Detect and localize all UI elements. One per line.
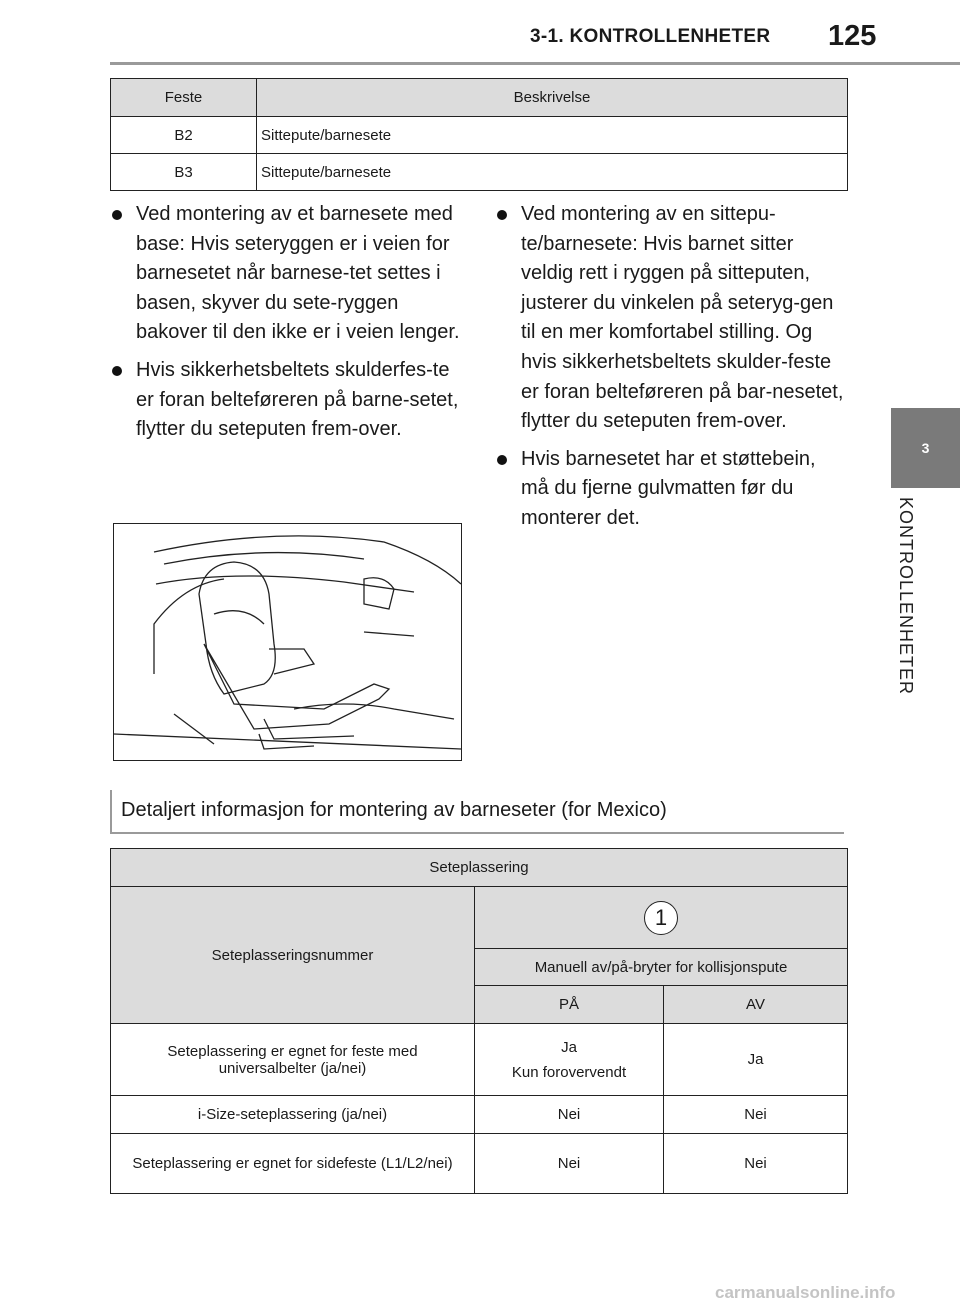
table-cell: B2 xyxy=(111,117,257,154)
table-header-feste: Feste xyxy=(111,79,257,117)
header-rule xyxy=(110,62,960,65)
row-value-on-main: Ja xyxy=(561,1038,577,1056)
table-row xyxy=(111,1024,848,1096)
watermark-text: carmanualsonline.info xyxy=(715,1283,896,1302)
table-cell: B3 xyxy=(111,154,257,191)
chapter-tab: 3 xyxy=(891,408,960,488)
list-item: Hvis barnesetet har et støttebein, må du fjerne gulvmatten før du monterer det. xyxy=(495,445,847,534)
row-value-off: Nei xyxy=(664,1096,848,1134)
row-label: i-Size-seteplassering (ja/nei) xyxy=(111,1096,475,1134)
chapter-label: KONTROLLENHETER xyxy=(896,497,916,696)
list-item: Ved montering av en sittepu-te/barnesete: Hvis barnet sitter veldig rett i ryggen på sitteputen, justerer du vinkelen på seteryg-gen til en mer komfortabel stilling. Og hvis sikkerhetsbeltets skulder-feste er foran belteføreren på bar-nesetet, flytter du seteputen frem-over. xyxy=(495,200,847,437)
airbag-on-label: PÅ xyxy=(475,986,664,1024)
row-value-off: Nei xyxy=(664,1134,848,1194)
table-row xyxy=(111,1134,848,1194)
row-value-on: Nei xyxy=(475,1134,664,1194)
airbag-switch-label: Manuell av/på-bryter for kollisjonspute xyxy=(475,949,848,986)
page-number: 125 xyxy=(828,20,877,52)
list-item: Ved montering av et barnesete med base: Hvis seteryggen er i veien for barnesetet når barnese-tet settes i basen, skyver du sete-ryggen bakover til den ikke er i veien lenger. xyxy=(110,200,466,348)
row-value-on: Nei xyxy=(475,1096,664,1134)
table-row xyxy=(111,117,848,154)
table-row xyxy=(111,154,848,191)
seat-number-label: Seteplasseringsnummer xyxy=(111,887,475,1024)
row-value-on-note: Kun forovervendt xyxy=(511,1063,627,1081)
anchor-table xyxy=(110,78,848,191)
section-heading-text: Detaljert informasjon for montering av barneseter (for Mexico) xyxy=(121,799,667,821)
right-bullet-list xyxy=(495,200,847,542)
car-interior-drawing xyxy=(114,524,461,760)
section-heading xyxy=(110,790,844,834)
table-header-beskrivelse: Beskrivelse xyxy=(257,79,848,117)
table-cell: Sittepute/barnesete xyxy=(257,154,848,191)
list-item: Hvis sikkerhetsbeltets skulderfes-te er foran belteføreren på barne-setet, flytter du seteputen frem-over. xyxy=(110,356,466,445)
seat-number-cell xyxy=(475,887,848,949)
row-value-off: Ja xyxy=(664,1024,848,1096)
seat-position-title: Seteplassering xyxy=(111,849,848,887)
section-title: 3-1. KONTROLLENHETER xyxy=(530,26,771,47)
row-label: Seteplassering er egnet for feste med universalbelter (ja/nei) xyxy=(111,1024,475,1096)
airbag-off-label: AV xyxy=(664,986,848,1024)
table-cell: Sittepute/barnesete xyxy=(257,117,848,154)
seat-position-table xyxy=(110,848,848,1194)
child-seat-illustration xyxy=(113,523,462,761)
row-value-on xyxy=(475,1024,664,1096)
row-label: Seteplassering er egnet for sidefeste (L1/L2/nei) xyxy=(111,1134,475,1194)
left-bullet-list xyxy=(110,200,466,453)
table-row xyxy=(111,1096,848,1134)
seat-number-badge: 1 xyxy=(644,901,678,935)
